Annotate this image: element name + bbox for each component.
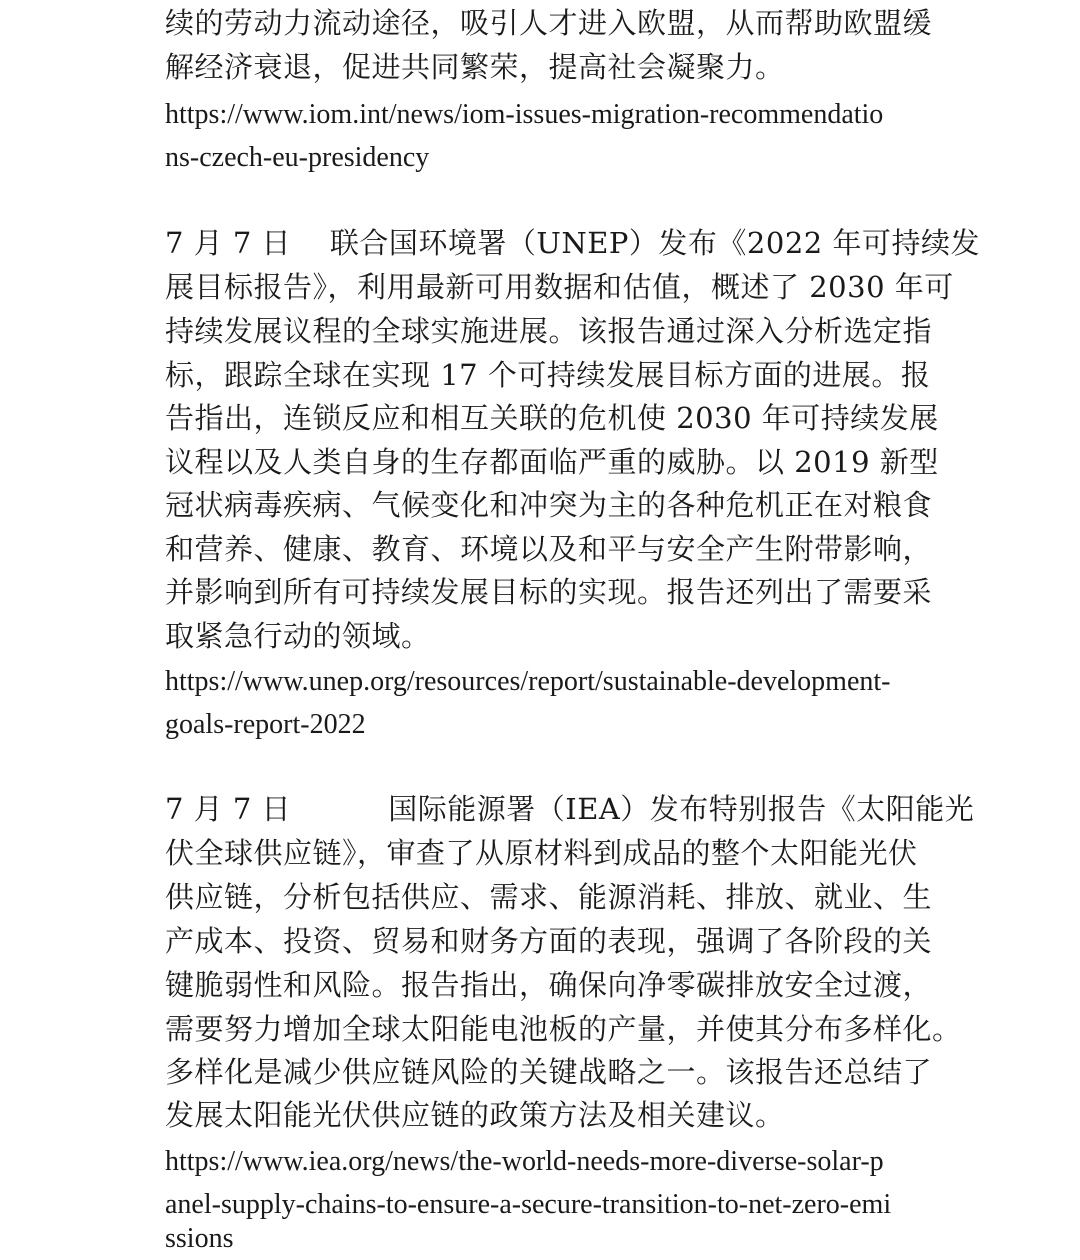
entry-0-url-line-1[interactable]: https://www.iom.int/news/iom-issues-migration-recommendatio xyxy=(165,99,884,130)
entry-1-text-line-9: 并影响到所有可持续发展目标的实现。报告还列出了需要采 xyxy=(165,575,933,609)
entry-2-text-line-6: 需要努力增加全球太阳能电池板的产量，并使其分布多样化。 xyxy=(165,1012,962,1046)
entry-2-text-line-8: 发展太阳能光伏供应链的政策方法及相关建议。 xyxy=(165,1098,785,1132)
entry-2-url-line-2[interactable]: anel-supply-chains-to-ensure-a-secure-transition-to-net-zero-emi xyxy=(165,1189,892,1220)
entry-1-text-line-6: 议程以及人类自身的生存都面临严重的威胁。以 2019 新型 xyxy=(165,445,939,479)
entry-2-text-line-5: 键脆弱性和风险。报告指出，确保向净零碳排放安全过渡， xyxy=(165,968,933,1002)
entry-1-text-line-7: 冠状病毒疾病、气候变化和冲突为主的各种危机正在对粮食 xyxy=(165,488,933,522)
entry-0-text-line-2: 解经济衰退，促进共同繁荣，提高社会凝聚力。 xyxy=(165,50,785,84)
entry-1-text-line-1: 7 月 7 日 联合国环境署（UNEP）发布《2022 年可持续发 xyxy=(165,226,980,260)
entry-2-text-line-7: 多样化是减少供应链风险的关键战略之一。该报告还总结了 xyxy=(165,1055,933,1089)
entry-0-url-line-2[interactable]: ns-czech-eu-presidency xyxy=(165,142,430,173)
entry-0-text-line-1: 续的劳动力流动途径，吸引人才进入欧盟，从而帮助欧盟缓 xyxy=(165,6,933,40)
entry-2-text-line-1: 7 月 7 日 国际能源署（IEA）发布特别报告《太阳能光 xyxy=(165,792,975,826)
entry-2-url-line-3[interactable]: ssions xyxy=(165,1223,234,1254)
entry-1-text-line-8: 和营养、健康、教育、环境以及和平与安全产生附带影响， xyxy=(165,532,933,566)
entry-1-text-line-2: 展目标报告》，利用最新可用数据和估值，概述了 2030 年可 xyxy=(165,270,954,304)
entry-2-text-line-4: 产成本、投资、贸易和财务方面的表现，强调了各阶段的关 xyxy=(165,924,933,958)
entry-1-text-line-10: 取紧急行动的领域。 xyxy=(165,619,431,653)
entry-1-url-line-2[interactable]: goals-report-2022 xyxy=(165,709,366,740)
entry-2-text-line-2: 伏全球供应链》，审查了从原材料到成品的整个太阳能光伏 xyxy=(165,836,918,870)
entry-1-text-line-4: 标，跟踪全球在实现 17 个可持续发展目标方面的进展。报 xyxy=(165,358,931,392)
entry-1-text-line-5: 告指出，连锁反应和相互关联的危机使 2030 年可持续发展 xyxy=(165,401,939,435)
entry-1-url-line-1[interactable]: https://www.unep.org/resources/report/sustainable-development- xyxy=(165,666,891,697)
entry-2-url-line-1[interactable]: https://www.iea.org/news/the-world-needs-more-diverse-solar-p xyxy=(165,1146,884,1177)
entry-1-text-line-3: 持续发展议程的全球实施进展。该报告通过深入分析选定指 xyxy=(165,314,933,348)
entry-2-text-line-3: 供应链，分析包括供应、需求、能源消耗、排放、就业、生 xyxy=(165,880,933,914)
